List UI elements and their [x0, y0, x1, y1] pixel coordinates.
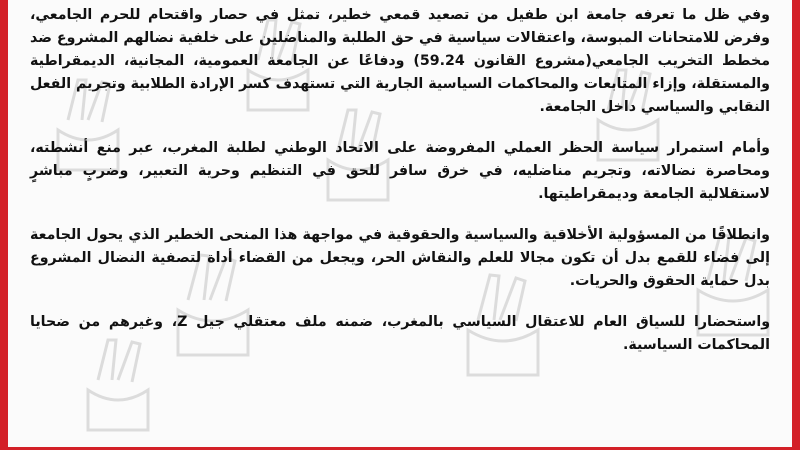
statement-body: [30, 4, 770, 357]
paragraph-4: واستحضارا للسياق العام للاعتقال السياسي بالمغرب، ضمنه ملف معتقلي جيل Z، وغيرهم من ضحايا المحاكمات السياسية.: [30, 314, 771, 353]
paragraph-2: وأمام استمرار سياسة الحظر العملي المفروضة على الاتحاد الوطني لطلبة المغرب، عبر منع أنشطته، ومحاصرة نضالاته، وتجريم مناضليه، في خرق سافر للحق في التنظيم وحرية التعبير، وضربٍ مباشرٍ لاستقلالية الجامعة وديمقراطيتها.: [30, 140, 770, 202]
paragraph-1: وفي ظل ما تعرفه جامعة ابن طفيل من تصعيد قمعي خطير، تمثل في حصار واقتحام للحرم الجامعي، وفرض للامتحانات المبوسة، واعتقالات سياسية في حق الطلبة والمناضلين على خلفية نضالهم المشروع ضد مخطط التخريب الجامعي(مشروع القانون 59.24) ودفاعًا عن الجامعة العمومية، المجانية، الديمقراطية والمستقلة، وإزاء المتابعات والمحاكمات السياسية الجارية التي تستهدف كسر الإرادة الطلابية وتجريم الفعل النقابي والسياسي داخل الجامعة.: [30, 7, 770, 115]
paragraph-3: وانطلاقًا من المسؤولية الأخلاقية والسياسية والحقوقية في مواجهة هذا المنحى الخطير الذي يحول الجامعة إلى فضاء للقمع بدل أن تكون مجالا للعلم والنقاش الحر، ويجعل من القضاء أداة لتصفية النضال المشروع بدل حماية الحقوق والحريات.: [30, 227, 770, 289]
